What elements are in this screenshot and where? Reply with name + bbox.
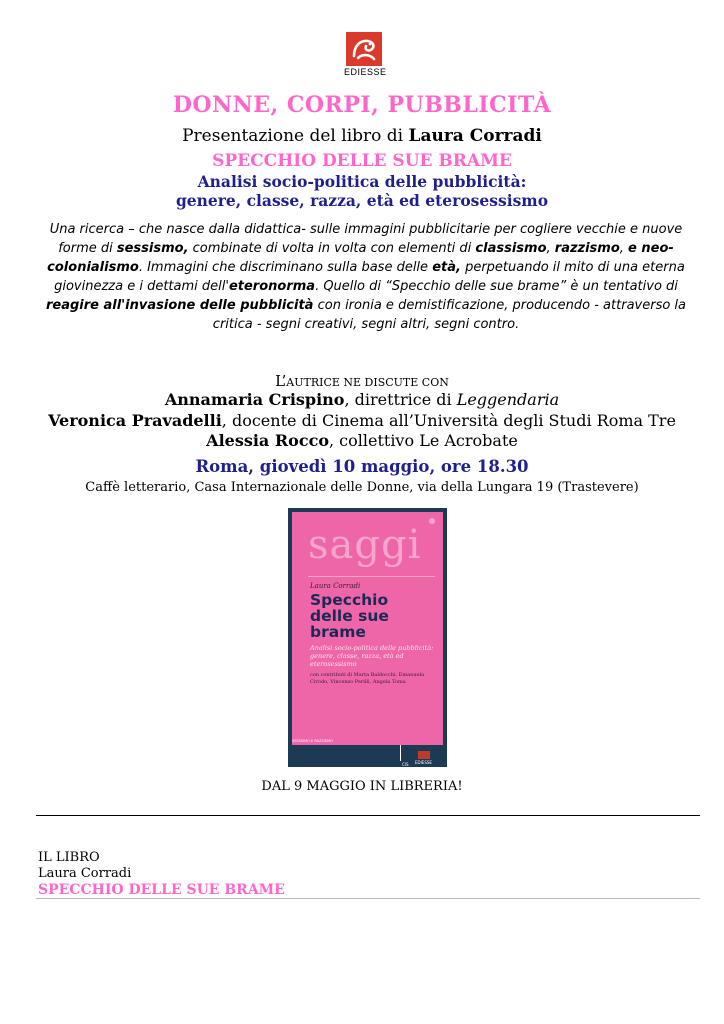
cover-title (310, 592, 389, 640)
speaker-name: Veronica Pravadelli (48, 410, 222, 430)
desc-text: , (546, 241, 555, 256)
desc-bold: classismo (475, 241, 547, 256)
cover-title-line: brame (310, 623, 366, 641)
speaker-name: Alessia Rocco (206, 431, 329, 450)
subtitle-line-2: genere, classe, razza, età ed eterosessismo (175, 191, 549, 210)
book-info (38, 850, 285, 898)
discussion-rest: AUTRICE NE DISCUTE CON (286, 376, 449, 389)
speaker-role: , docente di Cinema all’Università degli Studi Roma Tre (221, 410, 676, 430)
cover-series: saggi (308, 522, 422, 568)
presentation-line (0, 126, 724, 146)
publisher-logo (344, 32, 387, 77)
event-datetime: Roma, giovedì 10 maggio, ore 18.30 (195, 457, 529, 476)
speaker-row (0, 431, 724, 452)
ediesse-logo-icon (346, 32, 382, 66)
cover-footer (288, 741, 447, 767)
cover-author: Laura Corradi (310, 582, 361, 590)
speaker-row (0, 411, 724, 432)
book-info-label: IL LIBRO (38, 850, 100, 865)
in-store-notice: DAL 9 MAGGIO IN LIBRERIA! (261, 779, 463, 794)
divider-bottom (36, 898, 700, 899)
cis-logo-icon (400, 745, 415, 761)
desc-text: combinate di volta in volta con elementi di (188, 241, 476, 256)
logo-text: EDIESSE (344, 67, 387, 77)
cover-dot (429, 518, 435, 524)
divider (36, 815, 700, 816)
speaker-role-italic: Leggendaria (456, 390, 560, 409)
desc-bold: razzismo (554, 241, 620, 256)
desc-text: . Quello di “Specchio delle sue brame” è un tentativo di (315, 279, 678, 294)
desc-bold: sessismo, (116, 241, 189, 256)
desc-bold: età, (432, 260, 461, 275)
book-title: SPECCHIO DELLE SUE BRAME (212, 151, 512, 171)
discussion-first-letter: L’ (275, 372, 287, 390)
desc-bold: e neo-colonialismo (47, 241, 674, 275)
book-cover (288, 508, 447, 767)
speaker-row (0, 390, 724, 411)
book-subtitle (0, 172, 724, 210)
cover-series-band: SESSISMO E RAZZISMO (292, 739, 333, 743)
speaker-role: , collettivo Le Acrobate (328, 431, 518, 450)
speaker-name: Annamaria Crispino (164, 390, 345, 409)
desc-text: . Immagini che discriminano sulla base delle (138, 260, 433, 275)
subtitle-line-1: Analisi socio-politica delle pubblicità: (197, 172, 527, 191)
cover-panel (292, 512, 443, 745)
speaker-role: , direttrice di (344, 390, 457, 409)
cover-publisher-2: EDIESSE (415, 760, 432, 765)
book-info-title: SPECCHIO DELLE SUE BRAME (38, 882, 285, 898)
event-location: Caffè letterario, Casa Internazionale delle Donne, via della Lungara 19 (Trastevere) (85, 480, 639, 495)
desc-text: con ironia e demistificazione, producendo - attraverso la critica - segni creativi, segni altri, segni contro. (212, 298, 687, 332)
desc-bold: reagire all'invasione delle pubblicità (45, 298, 314, 313)
desc-text: , (619, 241, 629, 256)
desc-text: perpetuando il mito di una eterna giovinezza e i dettami dell' (54, 260, 685, 294)
cover-title-line: Specchio (310, 591, 389, 609)
discussion-heading (0, 372, 724, 390)
cover-title-line: delle sue (310, 607, 389, 625)
presentation-prefix: Presentazione del libro di (182, 126, 409, 146)
presentation-author: Laura Corradi (408, 126, 542, 146)
speakers-list (0, 390, 724, 452)
page-title: DONNE, CORPI, PUBBLICITÀ (172, 92, 552, 118)
cover-contributors: con contributi di Marta Baldocchi, Emanuela Cirodo, Vincenzo Perilli, Angela Toma (310, 672, 425, 685)
cover-rule (308, 576, 435, 577)
book-description (36, 220, 696, 334)
cover-subtitle: Analisi socio-politica delle pubblicità: genere, classe, razza, età ed eterosessismo (310, 644, 434, 668)
ediesse-small-logo-icon (418, 751, 430, 759)
cover-publisher-1: CIS (402, 762, 409, 767)
desc-text: Una ricerca – che nasce dalla didattica- sulle immagini pubblicitarie per cogliere vecchie e nuove forme di (49, 222, 683, 256)
book-info-author: Laura Corradi (38, 866, 132, 881)
desc-bold: eteronorma (228, 279, 316, 294)
